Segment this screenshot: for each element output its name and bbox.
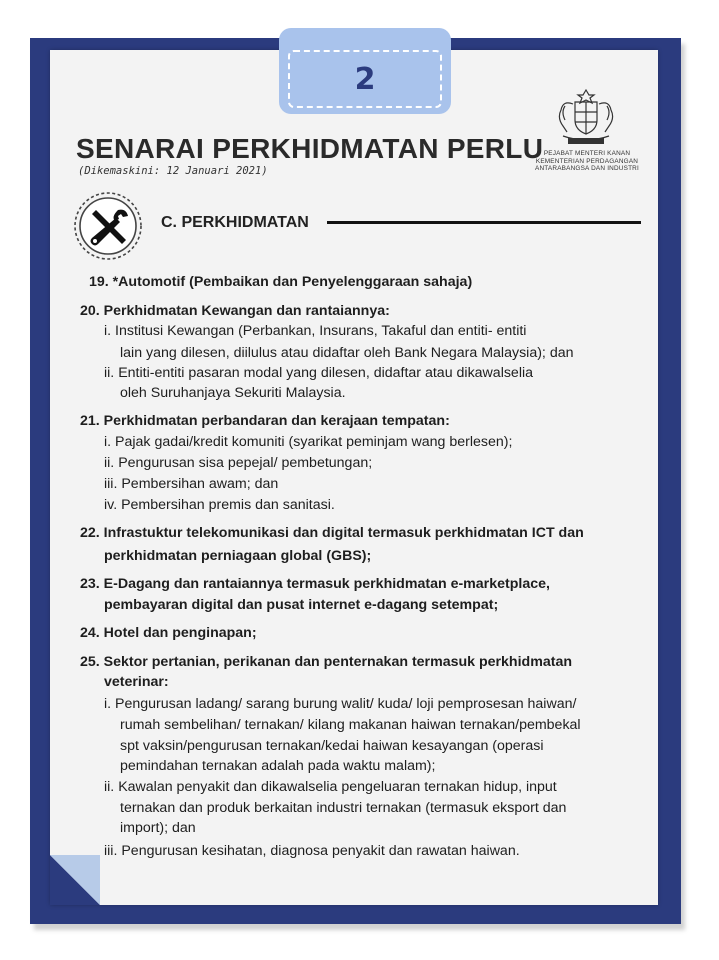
item-21: 21. Perkhidmatan perbandaran dan kerajaan tempatan: [80,413,450,429]
item-25-i-cont-3: pemindahan ternakan adalah pada waktu malam); [120,758,436,774]
item-23-cont: pembayaran digital dan pusat internet e-dagang setempat; [104,597,499,613]
item-21-iv: iv. Pembersihan premis dan sanitasi. [104,497,335,513]
item-20-ii: ii. Entiti-entiti pasaran modal yang dilesen, didaftar atau dikawalselia [104,365,534,381]
item-25-ii: ii. Kawalan penyakit dan dikawalselia pengeluaran ternakan hidup, input [104,779,557,795]
item-22: 22. Infrastuktur telekomunikasi dan digital termasuk perkhidmatan ICT dan [80,525,584,541]
item-20: 20. Perkhidmatan Kewangan dan rantaiannya: [80,303,390,319]
coat-of-arms-icon [553,86,619,148]
item-23: 23. E-Dagang dan rantaiannya termasuk perkhidmatan e-marketplace, [80,576,550,592]
item-21-ii: ii. Pengurusan sisa pepejal/ pembetungan; [104,455,373,471]
item-25-ii-cont-1: ternakan dan produk berkaitan industri ternakan (termasuk eksport dan [120,800,567,816]
item-20-i: i. Institusi Kewangan (Perbankan, Insurans, Takaful dan entiti- entiti [104,323,527,339]
item-24: 24. Hotel dan penginapan; [80,625,257,641]
section-heading: C. PERKHIDMATAN [161,214,309,231]
item-19: 19. *Automotif (Pembaikan dan Penyelenggaraan sahaja) [89,274,473,290]
agency-line-1: PEJABAT MENTERI KANAN [543,150,631,157]
agency-name [528,150,646,173]
item-25-i: i. Pengurusan ladang/ sarang burung walit/ kuda/ loji pemprosesan haiwan/ [104,696,577,712]
section-divider [327,221,641,224]
item-25-cont: veterinar: [104,674,169,690]
item-25-i-cont-2: spt vaksin/pengurusan ternakan/kedai haiwan kesayangan (operasi [120,738,544,754]
item-20-i-cont: lain yang dilesen, diilulus atau didaftar oleh Bank Negara Malaysia); dan [120,345,574,361]
page-number: 2 [354,61,376,97]
agency-line-3: ANTARABANGSA DAN INDUSTRI [535,165,639,173]
item-25-ii-cont-2: import); dan [120,820,196,836]
item-25-iii: iii. Pengurusan kesihatan, diagnosa penyakit dan rawatan haiwan. [104,843,520,859]
item-21-i: i. Pajak gadai/kredit komuniti (syarikat peminjam wang berlesen); [104,434,513,450]
item-20-ii-cont: oleh Suruhanjaya Sekuriti Malaysia. [120,385,346,401]
tools-icon [72,190,144,262]
item-21-iii: iii. Pembersihan awam; dan [104,476,279,492]
agency-line-2: KEMENTERIAN PERDAGANGAN [535,157,639,165]
item-25-i-cont-1: rumah sembelihan/ ternakan/ kilang makanan haiwan ternakan/pembekal [120,717,581,733]
updated-date: (Dikemaskini: 12 Januari 2021) [78,165,268,177]
item-22-cont: perkhidmatan perniagaan global (GBS); [104,548,372,564]
item-25: 25. Sektor pertanian, perikanan dan penternakan termasuk perkhidmatan [80,654,572,670]
page-title: SENARAI PERKHIDMATAN PERLU [76,133,544,164]
